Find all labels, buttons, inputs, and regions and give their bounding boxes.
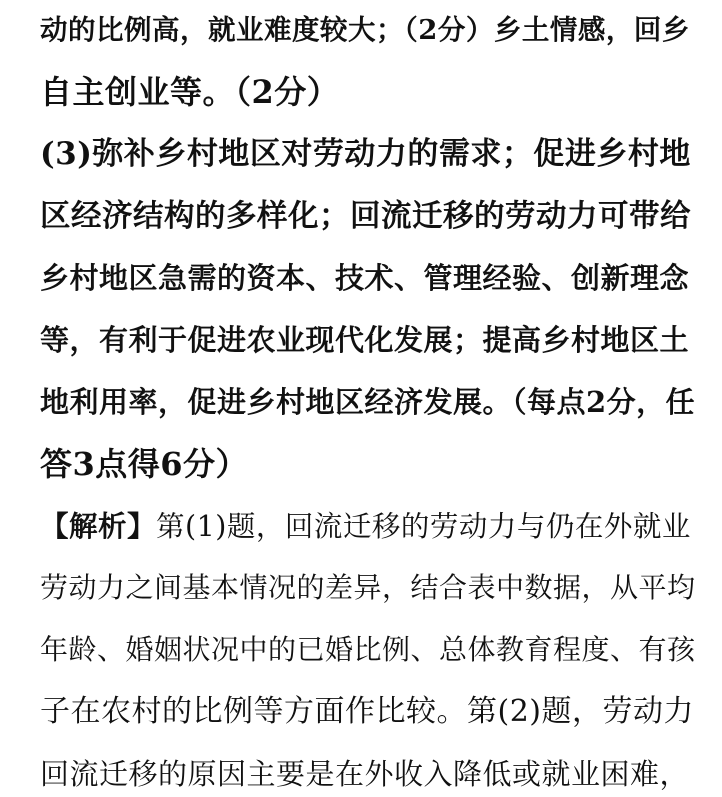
answer-line-1: 动的比例高，就业难度较大；（2分）乡土情感，回乡 [40, 14, 690, 46]
analysis-first-line-text: 第(1)题，回流迁移的劳动力与仍在外就业 [156, 510, 691, 543]
analysis-line-5: 回流迁移的原因主要是在外收入降低或就业困难， [40, 757, 690, 791]
analysis-first-line [40, 506, 691, 547]
answer-line-8: 答3点得6分） [40, 445, 249, 483]
analysis-line-4: 子在农村的比例等方面作比较。第(2)题，劳动力 [40, 694, 694, 729]
analysis-line-2: 劳动力之间基本情况的差异，结合表中数据，从平均 [40, 571, 696, 604]
analysis-heading: 【解析】 [40, 509, 157, 543]
answer-line-4: 区经济结构的多样化；回流迁移的劳动力可带给 [40, 198, 691, 234]
answer-line-3: (3)弥补乡村地区对劳动力的需求；促进乡村地 [40, 136, 691, 172]
analysis-line-3: 年龄、婚姻状况中的已婚比例、总体教育程度、有孩 [40, 633, 696, 666]
answer-line-6: 等，有利于促进农业现代化发展；提高乡村地区土 [40, 323, 690, 357]
answer-line-7: 地利用率，促进乡村地区经济发展。（每点2分，任 [40, 385, 696, 419]
answer-line-5: 乡村地区急需的资本、技术、管理经验、创新理念 [40, 261, 690, 295]
answer-line-2: 自主创业等。（2分） [40, 73, 340, 111]
